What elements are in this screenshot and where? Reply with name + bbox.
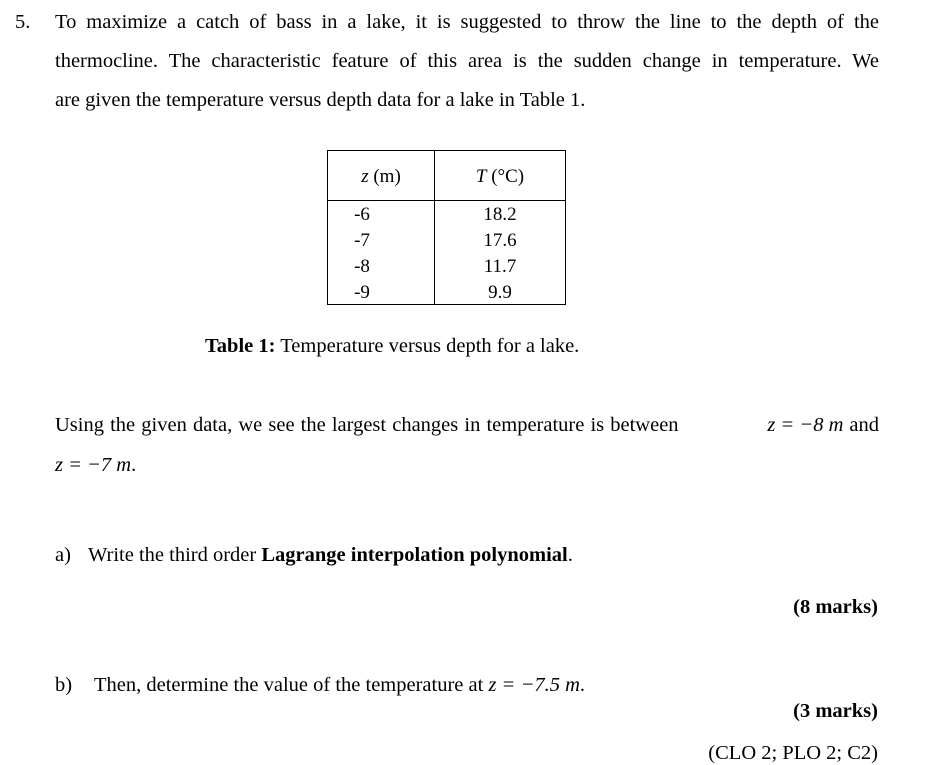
table-cell-temperature: 11.7 xyxy=(483,256,517,277)
question-number: 5. xyxy=(15,11,31,33)
table-cell-depth: -6 xyxy=(354,204,370,225)
math-z-minus-8: z = −8 m xyxy=(767,414,844,436)
table-header-divider xyxy=(328,200,565,201)
intro-line-1: To maximize a catch of bass in a lake, it is suggested to throw the line to the depth of the xyxy=(55,11,879,33)
part-a-text: Write the third order Lagrange interpolation polynomial. xyxy=(88,544,573,566)
intro-line-2: thermocline. The characteristic feature of this area is the sudden change in temperature. We xyxy=(55,50,879,72)
observation-line-2: z = −7 m. xyxy=(55,454,137,476)
table-cell-temperature: 17.6 xyxy=(483,230,517,251)
intro-line-3: are given the temperature versus depth data for a lake in Table 1. xyxy=(55,89,586,111)
table-cell-depth: -7 xyxy=(354,230,370,251)
math-z-minus-7-5: z = −7.5 m xyxy=(488,674,580,696)
table-cell-temperature: 18.2 xyxy=(483,204,517,225)
math-z-minus-7: z = −7 m xyxy=(55,454,132,476)
table-cell-depth: -9 xyxy=(354,282,370,303)
data-table xyxy=(327,150,566,305)
part-b-text: Then, determine the value of the temperature at z = −7.5 m. xyxy=(94,674,586,696)
part-a-marks: (8 marks) xyxy=(793,596,878,618)
table-header-temperature: T (°C) xyxy=(475,166,525,187)
part-b-marks: (3 marks) xyxy=(793,700,878,722)
table-cell-temperature: 9.9 xyxy=(488,282,512,303)
table-header-depth: z (m) xyxy=(361,166,401,187)
observation-line-1: Using the given data, we see the largest changes in temperature is between z = −8 m and xyxy=(55,414,879,436)
part-b-label: b) xyxy=(55,674,73,696)
clo-plo-reference: (CLO 2; PLO 2; C2) xyxy=(708,742,878,764)
table-cell-depth: -8 xyxy=(354,256,370,277)
part-a-label: a) xyxy=(55,544,71,566)
table-caption: Table 1: Temperature versus depth for a lake. xyxy=(205,335,580,357)
